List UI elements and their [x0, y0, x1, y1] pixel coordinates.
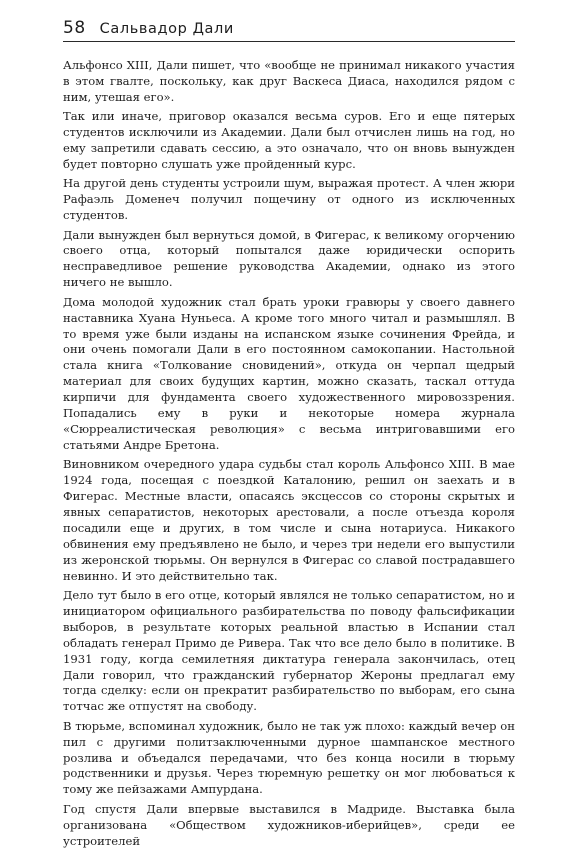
paragraph: Дали вынужден был вернуться домой, в Фигерас, к великому огорчению своего отца, который попытался даже юридически оспорить несправедливое решение руководства Академии, однако из этого ничего не вышло. [63, 227, 515, 290]
paragraph: Так или иначе, приговор оказался весьма суров. Его и еще пятерых студентов исключили из Академии. Дали был отчислен лишь на год, но ему запретили сдавать сессию, а это означало, что он вновь вынужден будет повторно слушать уже пройденный курс. [63, 109, 515, 171]
header-title: Сальвадор Дали [99, 21, 234, 37]
paragraph: В тюрьме, вспоминал художник, было не так уж плохо: каждый вечер он пил с другими политзаключенными дурное шампанское местного розлива и объедался передачами, что без конца носили в тюрьму родственники и друзья. Через тюремную решетку он мог любоваться к тому же пейзажами Ампурдана. [63, 718, 515, 797]
paragraph: Дело тут было в его отце, который являлся не только сепаратистом, но и инициатором официального разбирательства по поводу фальсификации выборов, в результате которых реальной властью в Испании стал обладать генерал Примо де Ривера. Так что все дело было в политике. В 1931 году, когда семилетняя диктатура генерала закончилась, отец Дали говорил, что гражданский губернатор Жероны предлагал ему тогда сделку: если он прекратит разбирательство по выборам, его сына тотчас же отпустят на свободу. [63, 588, 515, 714]
paragraph: Альфонсо XIII, Дали пишет, что «вообще не принимал никакого участия в этом гвалте, поскольку, как друг Васкеса Диаса, находился рядом с ним, утешая его». [63, 58, 515, 104]
body-text [63, 58, 515, 850]
paragraph: Год спустя Дали впервые выставился в Мадриде. Выставка была организована «Обществом художников-иберийцев», среди ее устроителей [63, 801, 515, 848]
paragraph: Виновником очередного удара судьбы стал король Альфонсо XIII. В мае 1924 года, посещая с поездкой Каталонию, решил он заехать и в Фигерас. Местные власти, опасаясь эксцессов со стороны скрытых и явных сепаратистов, некоторых арестовали, а после отъезда короля посадили еще и других, в том числе и сына нотариуса. Никакого обвинения ему предъявлено не было, и через три недели его выпустили из жеронской тюрьмы. Он вернулся в Фигерас со славой пострадавшего невинно. И это действительно так. [63, 457, 515, 583]
page-number: 58 [63, 18, 86, 38]
paragraph: На другой день студенты устроили шум, выражая протест. А член жюри Рафаэль Доменеч получил пощечину от одного из исключенных студентов. [63, 176, 515, 223]
paragraph: Дома молодой художник стал брать уроки гравюры у своего давнего наставника Хуана Нуньеса. А кроме того много читал и размышлял. В то время уже были изданы на испанском языке сочинения Фрейда, и они очень помогали Дали в его постоянном самокопании. Настольной стала книга «Толкование сновидений», откуда он черпал щедрый материал для своих будущих картин, можно сказать, таскал оттуда кирпичи для фундамента своего художественного мировоззрения. Попадались ему в руки и некоторые номера журнала «Сюрреалистическая революция» с весьма интриговавшими его статьями Андре Бретона. [63, 294, 515, 452]
running-head [63, 18, 515, 42]
